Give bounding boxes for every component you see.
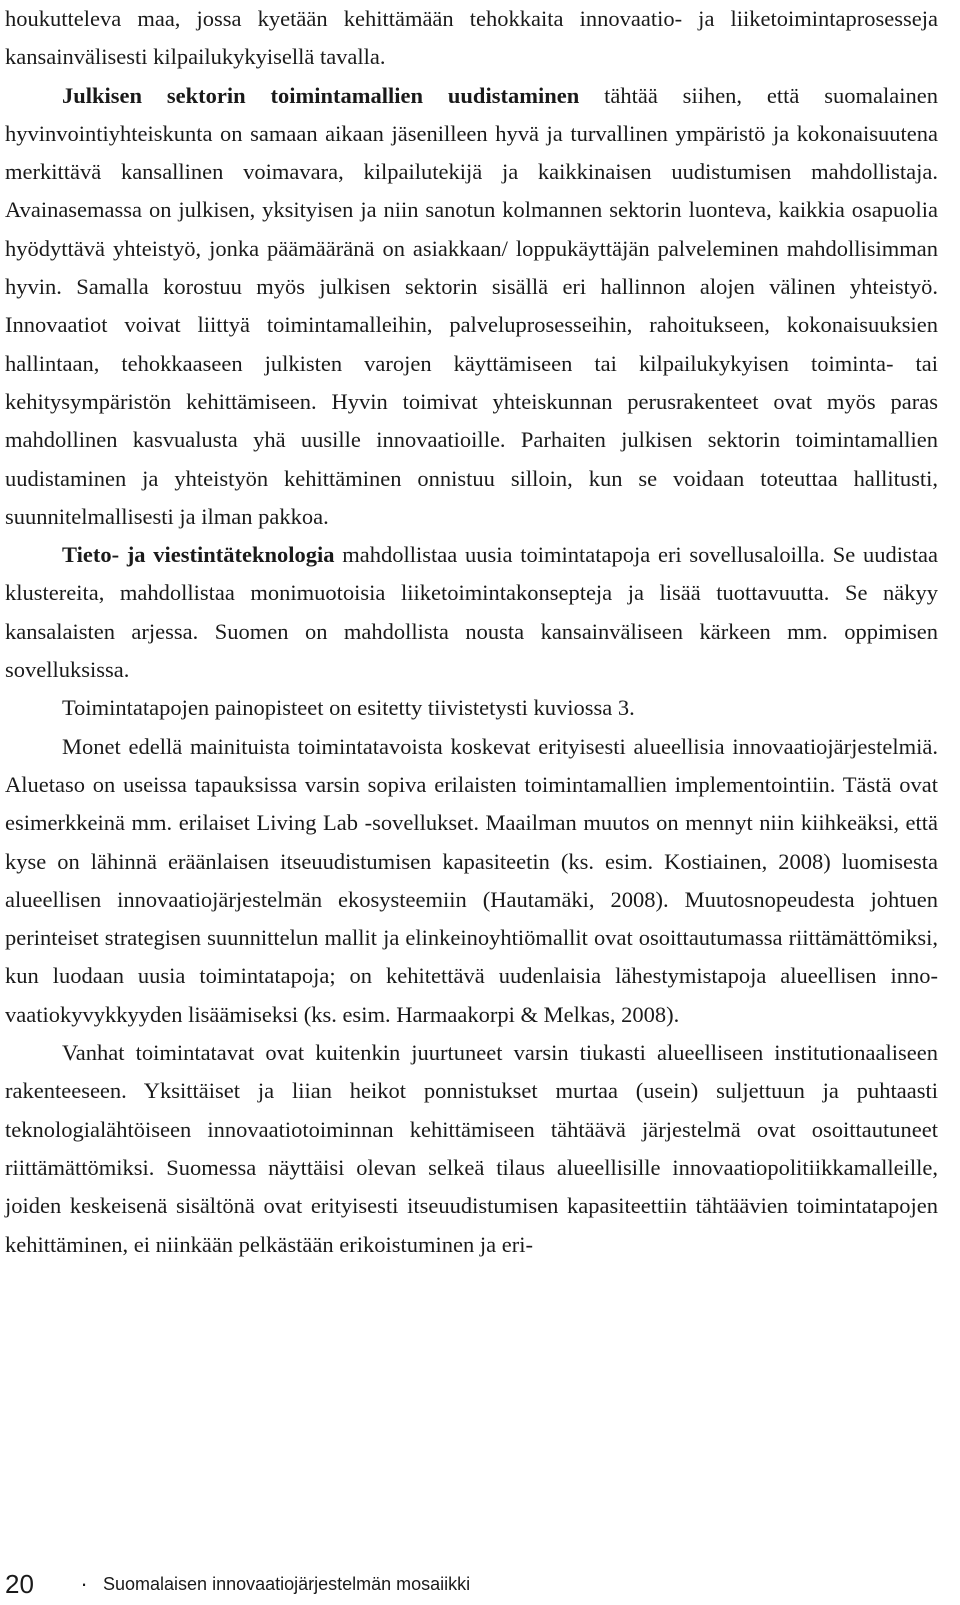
footer-separator: ·: [80, 1571, 88, 1596]
body-text: [5, 0, 938, 1264]
paragraph-3-heading: Tieto- ja viestintäteknologia: [62, 542, 335, 568]
paragraph-6: [5, 1034, 938, 1264]
paragraph-2-heading: Julkisen sektorin toimintamallien uudistaminen: [62, 82, 580, 108]
paragraph-2-text: tähtää siihen, että suomalainen hyvinvointiyhteiskunta on samaan aikaan jäsenilleen hyvä ja turvallinen ympäristö ja kokonaisuutena merkittävä kansallinen voimavara, kilpailutekijä ja kaikkinaisen uudistumisen mahdollistaja. Avainasemassa on julkisen, yksityisen ja niin sanotun kolmannen sektorin luonteva, kaikkia osapuolia hyödyttävä yhteistyö, jonka päämääränä on asiakkaan/ loppukäyttäjän palveleminen mahdollisimman hyvin. Samalla korostuu myös julkisen sektorin sisällä eri hallinnon alojen välinen yhteistyö. Innovaatiot voivat liittyä toimintamalleihin, palveluprosesseihin, rahoitukseen, kokonaisuuksien hallintaan, tehokkaaseen julkisten varojen käyttämiseen tai kilpailukykyisen toiminta- tai kehitysympäristön kehittämiseen. Hyvin toimivat yhteiskunnan perusrakenteet ovat myös paras mahdollinen kasvualusta yhä uusille innovaatioille. Parhaiten julkisen sektorin toimintamallien uudistaminen ja yhteistyön kehittäminen onnistuu silloin, kun se voidaan toteuttaa hallitusti, suunnitelmallisesti ja ilman pakkoa.: [5, 82, 939, 529]
page-number: 20: [5, 1568, 34, 1599]
paragraph-4: [5, 689, 938, 727]
paragraph-1-text: houkutteleva maa, jossa kyetään kehittämään tehokkaita innovaatio- ja liiketoimintaprosesseja kansainvälisesti kilpailukykyisellä tavalla.: [5, 6, 938, 70]
page-footer: [5, 1568, 470, 1600]
paragraph-3: [5, 536, 938, 689]
paragraph-4-text: Toimintatapojen painopisteet on esitetty tiivistetysti kuviossa 3.: [62, 695, 635, 721]
paragraph-6-text: Vanhat toimintatavat ovat kuitenkin juurtuneet varsin tiukasti alueelliseen institutionaaliseen rakenteeseen. Yksittäiset ja liian heikot ponnistukset murtaa (usein) suljettuun ja puhtaasti teknologialähtöiseen innovaatiotoiminnan kehittämiseen tähtäävä järjestelmä ovat osoittautuneet riittämättömiksi. Suomessa näyttäisi olevan selkeä tilaus alueellisille innovaatiopolitiikkamalleille, joiden keskeisenä sisältönä ovat erityisesti itseuudistumisen kapasiteettiin tähtäävien toimintatapojen kehittäminen, ei niinkään pelkästään erikoistuminen ja eri-: [5, 1040, 938, 1257]
paragraph-1: [5, 0, 938, 77]
paragraph-5-text: Monet edellä mainituista toimintatavoista koskevat erityisesti alueellisia innovaatiojärjestelmiä. Aluetaso on useissa tapauksissa varsin sopiva erilaisten toimintamallien implementointiin. Tästä ovat esimerkkeinä mm. erilaiset Living Lab -sovellukset. Maailman muutos on mennyt niin kiihkeäksi, että kyse on lähinnä eräänlaisen itseuudistumisen kapasiteetin (ks. esim. Kostiainen, 2008) luomisesta alueellisen innovaatiojärjestelmän ekosysteemiin (Hautamäki, 2008). Muutosnopeudesta johtuen perinteiset strategisen suunnittelun mallit ja elinkeinoyhtiömallit ovat osoittautumassa riittämättömiksi, kun luodaan uusia toimintatapoja; on kehitettävä uudenlaisia lähestymistapoja alueellisen innovaatiokyvykkyyden lisäämiseksi (ks. esim. Harmaakorpi & Melkas, 2008).: [5, 733, 938, 1027]
paragraph-2: [5, 77, 938, 537]
book-title: Suomalaisen innovaatiojärjestelmän mosaiikki: [103, 1573, 471, 1594]
paragraph-5: [5, 728, 938, 1034]
paragraph-3-text: mahdollistaa uusia toimintatapoja eri sovellusaloilla. Se uudistaa klustereita, mahdollistaa monimuotoisia liiketoimintakonsepteja ja lisää tuottavuutta. Se näkyy kansalaisten arjessa. Suomen on mahdollista nousta kansainväliseen kärkeen mm. oppimisen sovelluksissa.: [5, 542, 938, 683]
